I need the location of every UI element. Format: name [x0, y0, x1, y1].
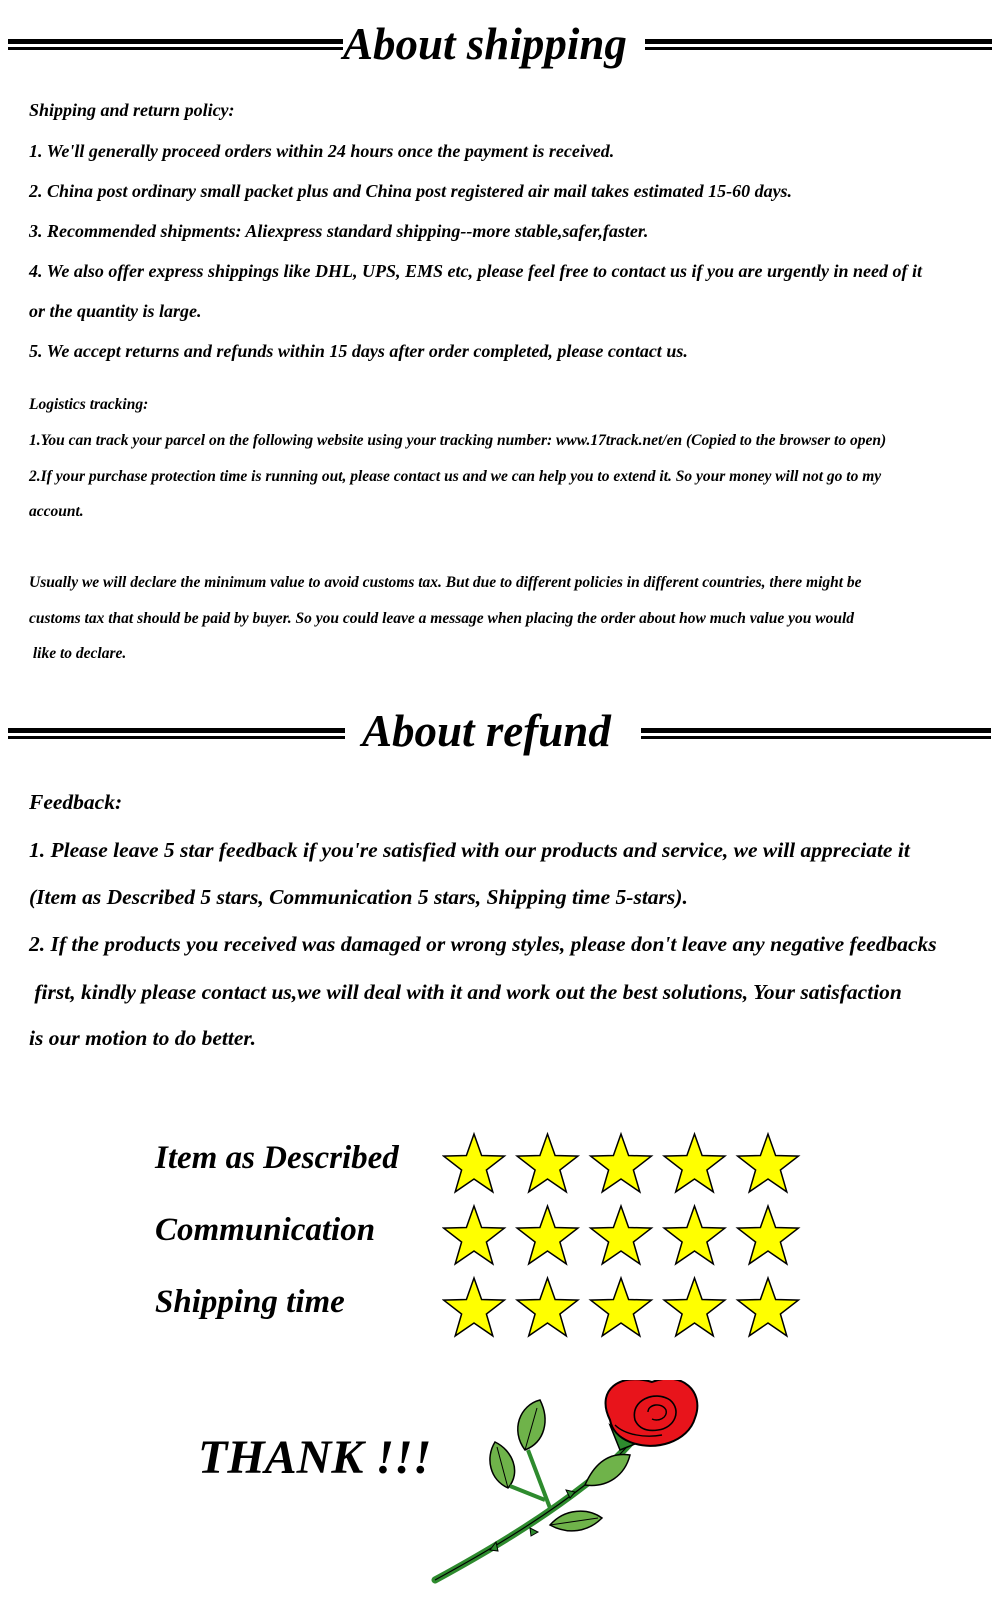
refund-header — [0, 705, 1000, 765]
rating-row-item-as-described — [155, 1130, 835, 1200]
star-rating — [442, 1274, 822, 1344]
star-icon — [444, 1278, 505, 1336]
star-icon — [664, 1206, 725, 1264]
rating-row-communication — [155, 1202, 835, 1272]
policy-line: 4. We also offer express shippings like DHL, UPS, EMS etc, please feel free to contact us if you are urgently in need of it — [29, 261, 922, 281]
feedback-heading: Feedback: — [29, 790, 123, 814]
star-icon — [517, 1206, 578, 1264]
star-icon — [591, 1206, 652, 1264]
policy-line: 1. We'll generally proceed orders within 24 hours once the payment is received. — [29, 141, 615, 161]
header-rule-left — [8, 39, 343, 51]
feedback-line: (Item as Described 5 stars, Communication 5 stars, Shipping time 5-stars). — [29, 885, 688, 909]
star-icon — [738, 1206, 799, 1264]
star-icon — [591, 1278, 652, 1336]
rating-label: Shipping time — [155, 1284, 345, 1320]
rating-row-shipping-time — [155, 1274, 835, 1344]
rating-label: Item as Described — [155, 1140, 399, 1176]
tracking-heading: Logistics tracking: — [29, 396, 149, 413]
thank-you-text: THANK !!! — [198, 1431, 432, 1484]
star-icon — [738, 1134, 799, 1192]
header-rule-left — [8, 728, 345, 740]
tracking-line: account. — [29, 503, 84, 520]
star-icon — [664, 1278, 725, 1336]
header-rule-right — [641, 728, 991, 740]
star-icon — [591, 1134, 652, 1192]
policy-line: 5. We accept returns and refunds within 15 days after order completed, please contact us. — [29, 341, 688, 361]
policy-line: 2. China post ordinary small packet plus and China post registered air mail takes estimated 15-60 days. — [29, 181, 793, 201]
star-rating — [442, 1130, 822, 1200]
feedback-line: first, kindly please contact us,we will deal with it and work out the best solutions, Your satisfaction — [29, 980, 902, 1004]
shipping-title: About shipping — [343, 19, 627, 69]
feedback-line: 2. If the products you received was damaged or wrong styles, please don't leave any negative feedbacks — [29, 932, 937, 956]
star-rating — [442, 1202, 822, 1272]
policy-line: or the quantity is large. — [29, 301, 202, 321]
star-icon — [517, 1134, 578, 1192]
star-icon — [444, 1206, 505, 1264]
tracking-line: 1.You can track your parcel on the following website using your tracking number: www.17track.net/en (Copied to the browser to open) — [29, 432, 887, 449]
refund-title: About refund — [362, 706, 611, 756]
customs-line: customs tax that should be paid by buyer. So you could leave a message when placing the order about how much value you would — [29, 610, 855, 627]
customs-line: like to declare. — [29, 645, 127, 662]
star-icon — [517, 1278, 578, 1336]
star-icon — [444, 1134, 505, 1192]
policy-heading: Shipping and return policy: — [29, 100, 235, 120]
star-icon — [664, 1134, 725, 1192]
star-icon — [738, 1278, 799, 1336]
customs-line: Usually we will declare the minimum value to avoid customs tax. But due to different policies in different countries, there might be — [29, 574, 862, 591]
policy-line: 3. Recommended shipments: Aliexpress standard shipping--more stable,safer,faster. — [29, 221, 649, 241]
leaf — [585, 1454, 630, 1485]
feedback-line: 1. Please leave 5 star feedback if you're satisfied with our products and service, we will appreciate it — [29, 838, 910, 862]
tracking-line: 2.If your purchase protection time is running out, please contact us and we can help you to extend it. So your money will not go to my — [29, 468, 882, 485]
rating-label: Communication — [155, 1212, 376, 1248]
header-rule-right — [645, 39, 992, 51]
leaf — [518, 1400, 545, 1450]
shipping-header — [0, 18, 1000, 78]
feedback-line: is our motion to do better. — [29, 1026, 256, 1050]
rose-icon — [430, 1380, 720, 1600]
